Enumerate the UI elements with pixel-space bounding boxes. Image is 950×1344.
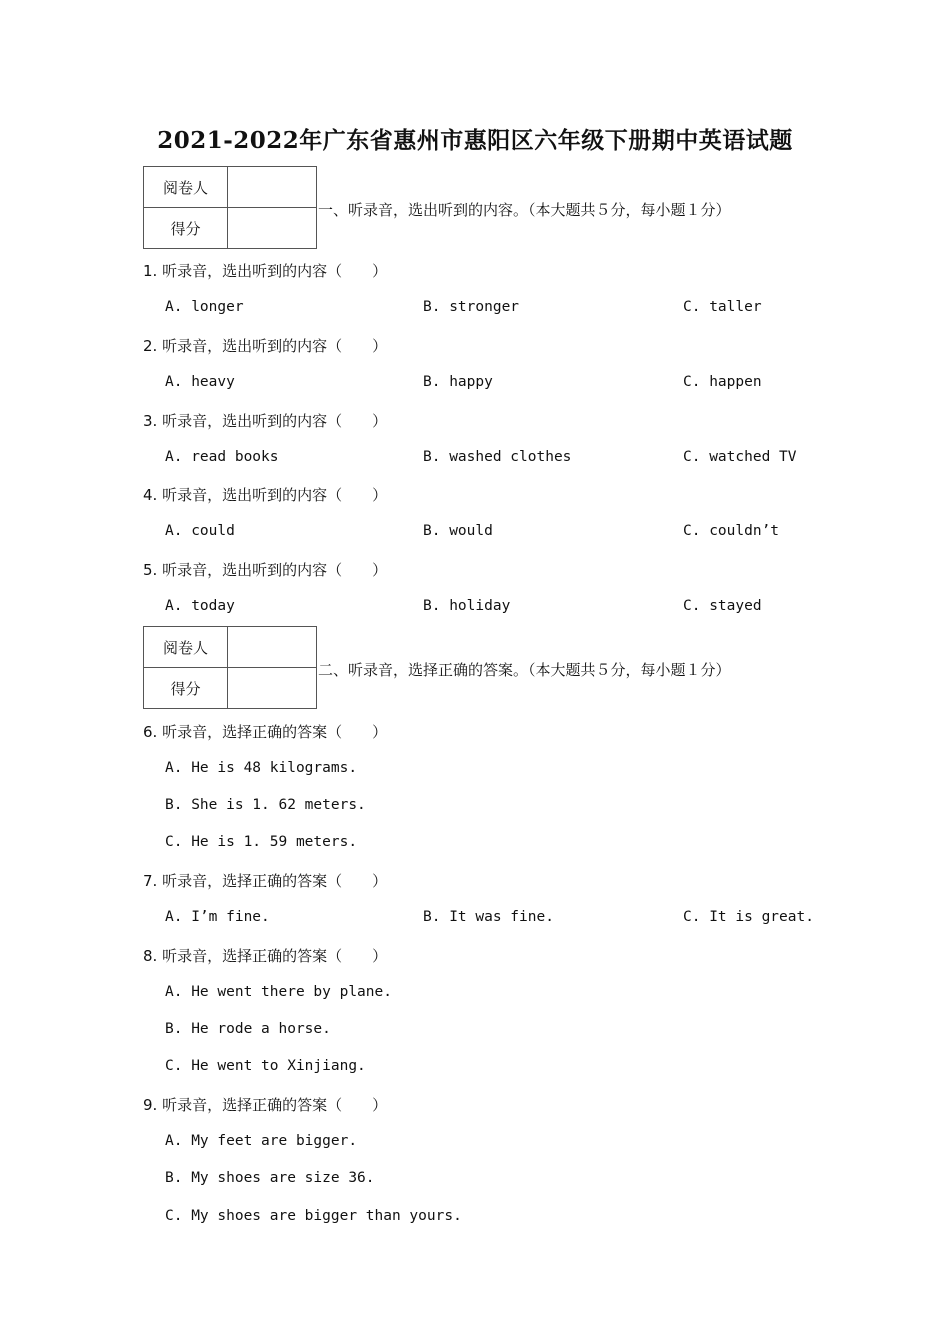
question-stem: 1. 听录音，选出听到的内容（ ）	[143, 262, 388, 280]
reviewer-label: 阅卷人	[144, 627, 228, 668]
page-title: 2021-2022年广东省惠州市惠阳区六年级下册期中英语试题	[157, 127, 793, 154]
option-b[interactable]: B. washed clothes	[423, 449, 572, 465]
score-field[interactable]	[228, 208, 317, 249]
option-a[interactable]: A. longer	[165, 299, 244, 315]
option-b[interactable]: B. holiday	[423, 598, 511, 614]
option-b[interactable]: B. She is 1. 62 meters.	[165, 797, 366, 813]
question-stem: 7. 听录音，选择正确的答案（ ）	[143, 872, 388, 890]
option-c[interactable]: C. He is 1. 59 meters.	[165, 834, 358, 850]
option-a[interactable]: A. heavy	[165, 374, 235, 390]
option-a[interactable]: A. My feet are bigger.	[165, 1133, 358, 1149]
option-b[interactable]: B. He rode a horse.	[165, 1021, 331, 1037]
section-heading: 二、听录音，选择正确的答案。（本大题共５分，每小题１分）	[318, 661, 731, 679]
reviewer-field[interactable]	[228, 167, 317, 208]
option-b[interactable]: B. My shoes are size 36.	[165, 1170, 375, 1186]
question-stem: 2. 听录音，选出听到的内容（ ）	[143, 337, 388, 355]
option-b[interactable]: B. It was fine.	[423, 909, 554, 925]
option-a[interactable]: A. He is 48 kilograms.	[165, 760, 358, 776]
score-table	[143, 166, 317, 249]
reviewer-field[interactable]	[228, 627, 317, 668]
option-c[interactable]: C. couldn’t	[683, 523, 780, 539]
question-stem: 4. 听录音，选出听到的内容（ ）	[143, 486, 388, 504]
option-a[interactable]: A. read books	[165, 449, 279, 465]
option-a[interactable]: A. could	[165, 523, 235, 539]
option-b[interactable]: B. happy	[423, 374, 493, 390]
score-field[interactable]	[228, 668, 317, 709]
option-c[interactable]: C. happen	[683, 374, 762, 390]
option-a[interactable]: A. today	[165, 598, 235, 614]
question-stem: 9. 听录音，选择正确的答案（ ）	[143, 1096, 388, 1114]
section-heading: 一、听录音，选出听到的内容。（本大题共５分，每小题１分）	[318, 201, 731, 219]
score-label: 得分	[144, 208, 228, 249]
option-c[interactable]: C. He went to Xinjiang.	[165, 1058, 366, 1074]
score-table	[143, 626, 317, 709]
option-c[interactable]: C. taller	[683, 299, 762, 315]
option-a[interactable]: A. I’m fine.	[165, 909, 270, 925]
question-stem: 8. 听录音，选择正确的答案（ ）	[143, 947, 388, 965]
option-b[interactable]: B. stronger	[423, 299, 520, 315]
reviewer-label: 阅卷人	[144, 167, 228, 208]
option-c[interactable]: C. watched TV	[683, 449, 797, 465]
option-b[interactable]: B. would	[423, 523, 493, 539]
option-c[interactable]: C. My shoes are bigger than yours.	[165, 1208, 462, 1224]
option-c[interactable]: C. It is great.	[683, 909, 814, 925]
option-a[interactable]: A. He went there by plane.	[165, 984, 392, 1000]
question-stem: 3. 听录音，选出听到的内容（ ）	[143, 412, 388, 430]
score-label: 得分	[144, 668, 228, 709]
question-stem: 6. 听录音，选择正确的答案（ ）	[143, 723, 388, 741]
question-stem: 5. 听录音，选出听到的内容（ ）	[143, 561, 388, 579]
option-c[interactable]: C. stayed	[683, 598, 762, 614]
